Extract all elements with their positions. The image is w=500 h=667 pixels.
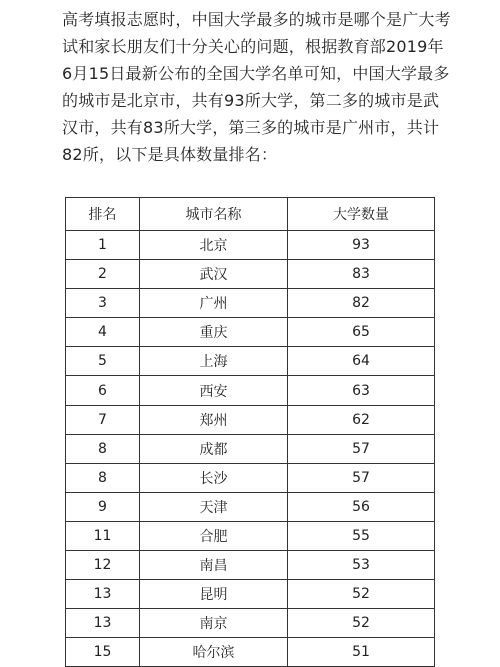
table-row <box>66 347 435 376</box>
rank-cell: 8 <box>66 434 140 463</box>
table-row <box>66 638 435 667</box>
count-cell: 82 <box>288 289 435 318</box>
city-cell: 上海 <box>140 347 288 376</box>
rank-cell: 9 <box>66 492 140 521</box>
rank-cell: 4 <box>66 318 140 347</box>
city-cell: 重庆 <box>140 318 288 347</box>
table-row <box>66 463 435 492</box>
city-cell: 广州 <box>140 289 288 318</box>
table-row <box>66 580 435 609</box>
count-cell: 64 <box>288 347 435 376</box>
count-cell: 52 <box>288 580 435 609</box>
table-header-row <box>66 198 435 231</box>
rank-cell: 13 <box>66 609 140 638</box>
rank-cell: 11 <box>66 521 140 550</box>
header-rank: 排名 <box>66 198 140 231</box>
table-row <box>66 231 435 260</box>
count-cell: 55 <box>288 521 435 550</box>
rank-cell: 6 <box>66 376 140 405</box>
city-cell: 北京 <box>140 231 288 260</box>
city-cell: 合肥 <box>140 521 288 550</box>
table-row <box>66 551 435 580</box>
table-row <box>66 434 435 463</box>
count-cell: 62 <box>288 405 435 434</box>
rank-cell: 12 <box>66 551 140 580</box>
rank-cell: 15 <box>66 638 140 667</box>
table-row <box>66 318 435 347</box>
city-cell: 天津 <box>140 492 288 521</box>
city-cell: 郑州 <box>140 405 288 434</box>
city-cell: 哈尔滨 <box>140 638 288 667</box>
city-cell: 南昌 <box>140 551 288 580</box>
table-row <box>66 609 435 638</box>
city-cell: 成都 <box>140 434 288 463</box>
count-cell: 52 <box>288 609 435 638</box>
table-row <box>66 405 435 434</box>
rank-cell: 8 <box>66 463 140 492</box>
city-cell: 武汉 <box>140 260 288 289</box>
table-row <box>66 289 435 318</box>
rank-cell: 13 <box>66 580 140 609</box>
count-cell: 57 <box>288 434 435 463</box>
count-cell: 53 <box>288 551 435 580</box>
header-city: 城市名称 <box>140 198 288 231</box>
table-row <box>66 376 435 405</box>
rank-cell: 2 <box>66 260 140 289</box>
table-row <box>66 521 435 550</box>
count-cell: 56 <box>288 492 435 521</box>
table-row <box>66 492 435 521</box>
city-cell: 昆明 <box>140 580 288 609</box>
count-cell: 57 <box>288 463 435 492</box>
rank-cell: 3 <box>66 289 140 318</box>
count-cell: 93 <box>288 231 435 260</box>
intro-paragraph: 高考填报志愿时，中国大学最多的城市是哪个是广大考试和家长朋友们十分关心的问题，根据教育部2019年6月15日最新公布的全国大学名单可知，中国大学最多的城市是北京市，共有93所大学，第二多的城市是武汉市，共有83所大学，第三多的城市是广州市，共计82所，以下是具体数量排名： <box>62 10 451 164</box>
table-row <box>66 260 435 289</box>
count-cell: 65 <box>288 318 435 347</box>
city-cell: 南京 <box>140 609 288 638</box>
header-count: 大学数量 <box>288 198 435 231</box>
city-cell: 长沙 <box>140 463 288 492</box>
rank-cell: 5 <box>66 347 140 376</box>
university-count-table <box>65 197 435 667</box>
count-cell: 63 <box>288 376 435 405</box>
rank-cell: 7 <box>66 405 140 434</box>
count-cell: 51 <box>288 638 435 667</box>
count-cell: 83 <box>288 260 435 289</box>
city-cell: 西安 <box>140 376 288 405</box>
rank-cell: 1 <box>66 231 140 260</box>
